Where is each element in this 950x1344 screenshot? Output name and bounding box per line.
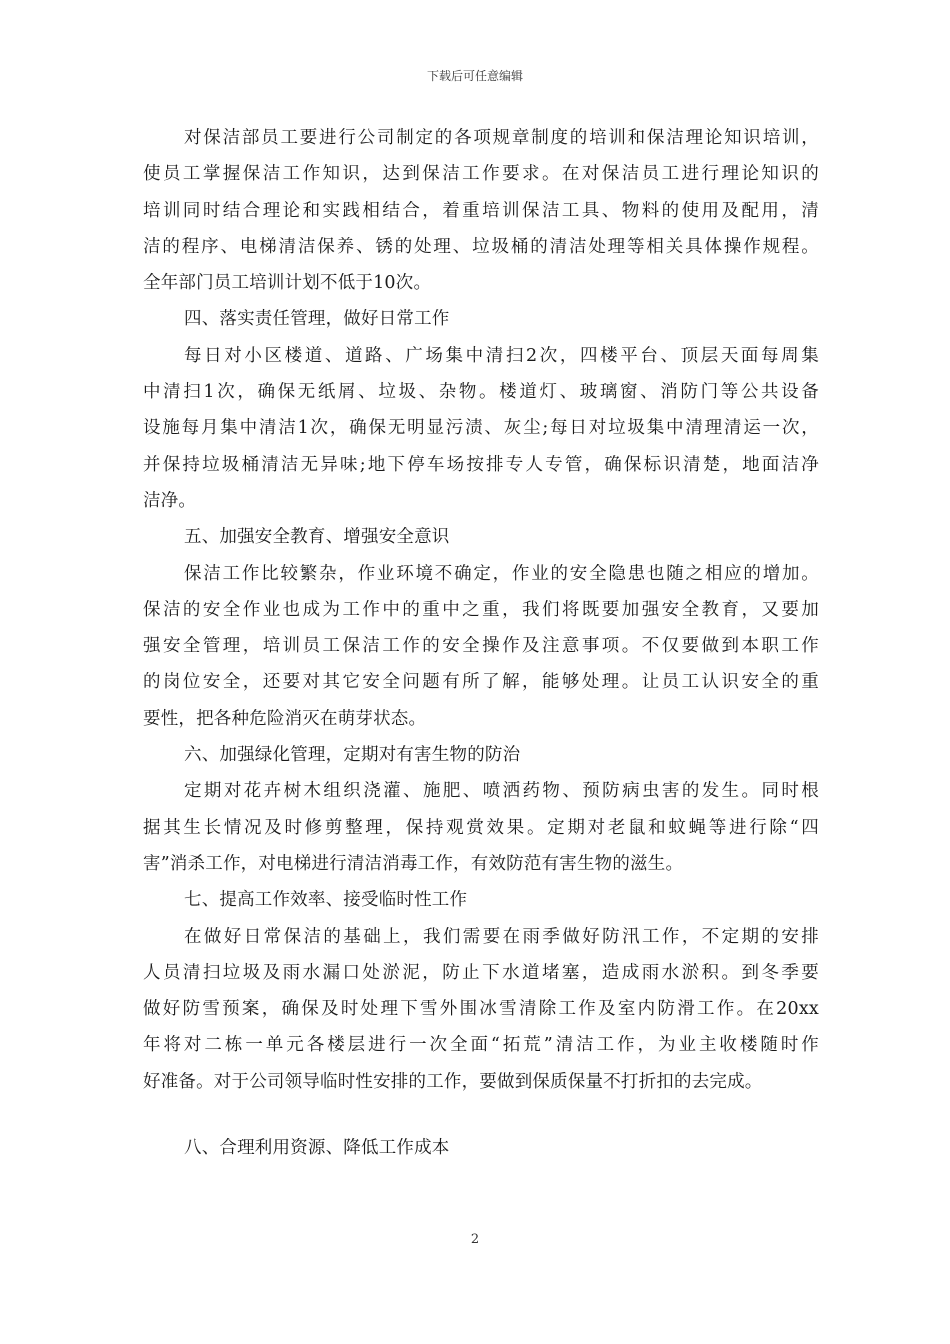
section-heading-8: 八、合理利用资源、降低工作成本 (184, 1138, 450, 1159)
paragraph-line: 好准备。对于公司领导临时性安排的工作，要做到保质保量不打折扣的去完成。 (143, 1071, 763, 1092)
paragraph-line: 做好防雪预案，确保及时处理下雪外围冰雪清除工作及室内防滑工作。在20xx (143, 999, 819, 1020)
paragraph-line: 中清扫1次，确保无纸屑、垃圾、杂物。楼道灯、玻璃窗、消防门等公共设备 (143, 382, 819, 403)
paragraph-line: 对保洁部员工要进行公司制定的各项规章制度的培训和保洁理论知识培训， (184, 128, 819, 148)
paragraph-line: 每日对小区楼道、道路、广场集中清扫2次，四楼平台、顶层天面每周集 (184, 345, 819, 366)
blank-spacer (143, 1100, 819, 1130)
paragraph-line: 设施每月集中清洁1次，确保无明显污渍、灰尘;每日对垃圾集中清理清运一次， (143, 418, 819, 439)
paragraph-line: 害”消杀工作，对电梯进行清洁消毒工作，有效防范有害生物的滋生。 (143, 853, 684, 874)
paragraph-line: 在做好日常保洁的基础上，我们需要在雨季做好防汛工作，不定期的安排 (184, 926, 819, 947)
section-heading-6: 六、加强绿化管理，定期对有害生物的防治 (184, 745, 521, 766)
paragraph-line: 洁净。 (143, 490, 197, 511)
paragraph-line: 据其生长情况及时修剪整理，保持观赏效果。定期对老鼠和蚊蝇等进行除“四 (143, 817, 819, 838)
paragraph-line: 洁的程序、电梯清洁保养、锈的处理、垃圾桶的清洁处理等相关具体操作规程。 (143, 236, 819, 257)
paragraph-line: 并保持垃圾桶清洁无异味;地下停车场按排专人专管，确保标识清楚，地面洁净 (143, 454, 819, 475)
paragraph-line: 保洁的安全作业也成为工作中的重中之重，我们将既要加强安全教育，又要加 (143, 599, 819, 620)
paragraph-line: 年将对二栋一单元各楼层进行一次全面“拓荒”清洁工作，为业主收楼随时作 (143, 1035, 819, 1056)
paragraph-line: 培训同时结合理论和实践相结合，着重培训保洁工具、物料的使用及配用，清 (143, 200, 819, 221)
paragraph-line: 的岗位安全，还要对其它安全问题有所了解，能够处理。让员工认识安全的重 (143, 672, 819, 693)
section-heading-5: 五、加强安全教育、增强安全意识 (184, 527, 450, 548)
paragraph-line: 使员工掌握保洁工作知识，达到保洁工作要求。在对保洁员工进行理论知识的 (143, 164, 819, 185)
section-heading-4: 四、落实责任管理，做好日常工作 (184, 309, 450, 330)
page-number: 2 (470, 1232, 480, 1247)
section-heading-7: 七、提高工作效率、接受临时性工作 (184, 890, 468, 911)
paragraph-line: 全年部门员工培训计划不低于10次。 (143, 273, 432, 294)
paragraph-line: 定期对花卉树木组织浇灌、施肥、喷洒药物、预防病虫害的发生。同时根 (184, 781, 819, 802)
paragraph-line: 保洁工作比较繁杂，作业环境不确定，作业的安全隐患也随之相应的增加。 (184, 563, 819, 584)
document-body (143, 120, 819, 1166)
paragraph-line: 人员清扫垃圾及雨水漏口处淤泥，防止下水道堵塞，造成雨水淤积。到冬季要 (143, 962, 819, 983)
paragraph-line: 强安全管理，培训员工保洁工作的安全操作及注意事项。不仅要做到本职工作 (143, 636, 819, 657)
page-header: 下载后可任意编辑 (426, 69, 523, 83)
paragraph-line: 要性，把各种危险消灭在萌芽状态。 (143, 708, 427, 729)
